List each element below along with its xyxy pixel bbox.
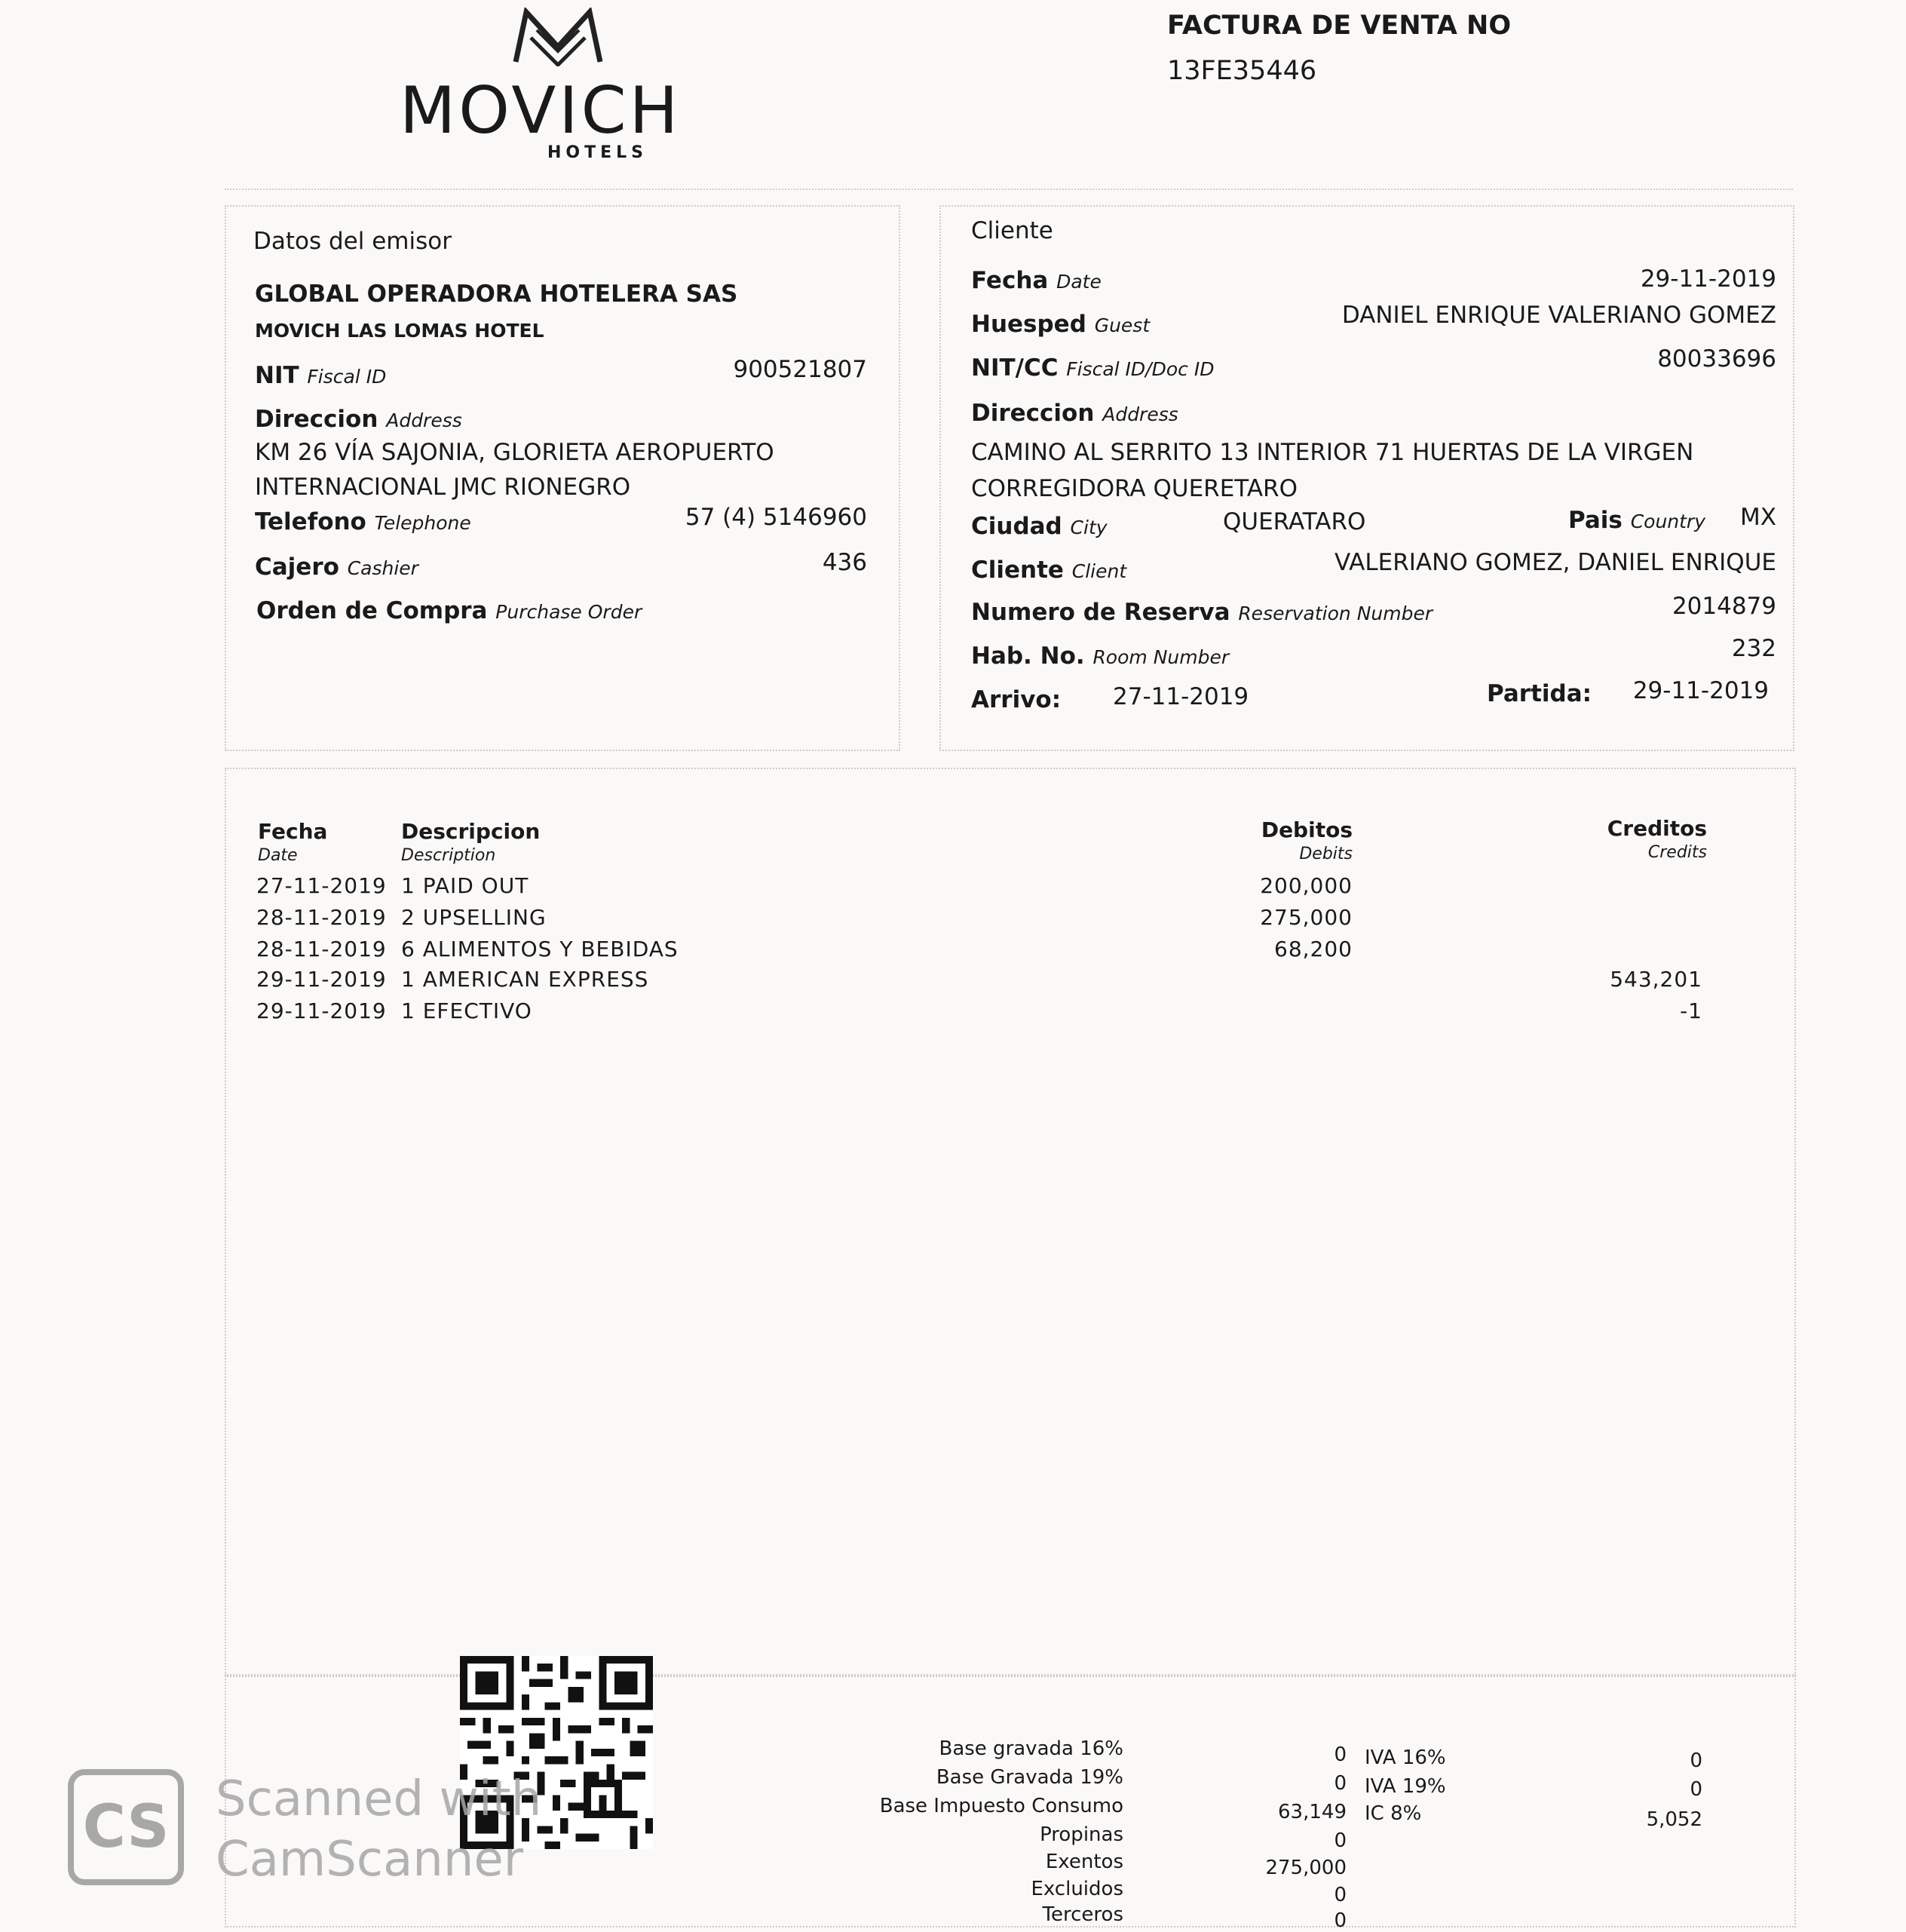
table-row-description: 1 AMERICAN EXPRESS — [401, 967, 649, 992]
total-value: 0 — [1334, 1743, 1347, 1766]
invoice-number: 13FE35446 — [1167, 56, 1317, 86]
total-label: Propinas — [1040, 1823, 1123, 1846]
client-departure-value: 29-11-2019 — [1632, 677, 1769, 704]
total-label: Terceros — [1042, 1903, 1123, 1926]
col-subheader-description: Description — [401, 846, 496, 865]
client-date-value: 29-11-2019 — [1640, 265, 1776, 293]
issuer-nit-label: NIT Fiscal ID — [255, 362, 387, 389]
client-nit-label: NIT/CC Fiscal ID/Doc ID — [971, 354, 1215, 382]
issuer-hotel: MOVICH LAS LOMAS HOTEL — [255, 320, 544, 342]
top-divider — [225, 189, 1793, 190]
table-row-description: 6 ALIMENTOS Y BEBIDAS — [401, 937, 679, 961]
issuer-cashier-label: Cajero Cashier — [255, 554, 418, 581]
client-address-label: Direccion Address — [971, 400, 1178, 427]
client-arrival-value: 27-11-2019 — [1113, 683, 1249, 710]
issuer-phone-value: 57 (4) 5146960 — [685, 504, 867, 531]
client-country-label: Pais Country — [1568, 507, 1706, 534]
client-guest-value: DANIEL ENRIQUE VALERIANO GOMEZ — [1341, 302, 1776, 329]
table-row-description: 1 EFECTIVO — [401, 998, 532, 1023]
tax-value: 0 — [1690, 1750, 1702, 1772]
total-label: Base Impuesto Consumo — [879, 1795, 1123, 1817]
total-label: Base Gravada 19% — [936, 1766, 1123, 1789]
col-header-date: Fecha — [258, 819, 328, 844]
client-room-label: Hab. No. Room Number — [971, 642, 1230, 670]
issuer-nit-value: 900521807 — [733, 356, 867, 383]
col-subheader-debits: Debits — [1299, 845, 1353, 863]
issuer-address-line1: KM 26 VÍA SAJONIA, GLORIETA AEROPUERTO — [255, 439, 774, 466]
issuer-address-label: Direccion Address — [255, 406, 462, 433]
client-reservation-value: 2014879 — [1672, 593, 1776, 620]
client-arrival-label: Arrivo: — [971, 686, 1062, 713]
client-departure-label: Partida: — [1487, 680, 1592, 707]
invoice-title: FACTURA DE VENTA NO — [1167, 11, 1512, 41]
col-subheader-date: Date — [258, 846, 298, 865]
movich-logo-mark-icon — [513, 8, 603, 66]
total-value: 0 — [1334, 1772, 1347, 1795]
client-section-title: Cliente — [971, 217, 1053, 244]
client-date-label: Fecha Date — [971, 267, 1102, 294]
table-row-credit: -1 — [1680, 998, 1702, 1023]
issuer-company: GLOBAL OPERADORA HOTELERA SAS — [255, 281, 738, 308]
table-row-debit: 275,000 — [1260, 905, 1353, 930]
client-city-value: QUERATARO — [1223, 508, 1366, 535]
total-label: Base gravada 16% — [939, 1737, 1123, 1760]
client-city-label: Ciudad City — [971, 513, 1108, 540]
tax-label: IC 8% — [1365, 1802, 1422, 1825]
issuer-address-line2: INTERNACIONAL JMC RIONEGRO — [255, 474, 631, 501]
table-row-date: 29-11-2019 — [256, 998, 387, 1023]
col-subheader-credits: Credits — [1647, 843, 1707, 862]
client-address-line1: CAMINO AL SERRITO 13 INTERIOR 71 HUERTAS DE LA VIRGEN — [971, 439, 1694, 466]
issuer-cashier-value: 436 — [822, 549, 867, 576]
total-value: 275,000 — [1265, 1857, 1347, 1879]
logo-subtitle: HOTELS — [547, 143, 648, 162]
camscanner-watermark-text: Scanned with CamScanner — [216, 1771, 542, 1888]
total-value: 0 — [1334, 1884, 1347, 1906]
client-client-value: VALERIANO GOMEZ, DANIEL ENRIQUE — [1334, 549, 1776, 576]
client-country-value: MX — [1740, 504, 1776, 531]
client-reservation-label: Numero de Reserva Reservation Number — [971, 599, 1433, 626]
table-row-date: 29-11-2019 — [256, 967, 387, 992]
table-row-description: 1 PAID OUT — [401, 873, 529, 898]
col-header-description: Descripcion — [401, 819, 541, 844]
total-label: Excluidos — [1031, 1878, 1123, 1900]
camscanner-logo-icon: CS — [68, 1769, 184, 1885]
table-row-description: 2 UPSELLING — [401, 905, 547, 930]
table-row-date: 27-11-2019 — [256, 873, 387, 898]
transactions-box — [225, 768, 1796, 1676]
table-row-debit: 200,000 — [1260, 873, 1353, 898]
table-row-date: 28-11-2019 — [256, 905, 387, 930]
issuer-section-title: Datos del emisor — [253, 228, 452, 255]
col-header-debits: Debitos — [1261, 817, 1353, 842]
total-value: 63,149 — [1278, 1801, 1347, 1823]
issuer-po-label: Orden de Compra Purchase Order — [256, 597, 642, 624]
tax-value: 0 — [1690, 1778, 1702, 1801]
client-guest-label: Huesped Guest — [971, 311, 1151, 338]
col-header-credits: Creditos — [1607, 816, 1707, 841]
client-nit-value: 80033696 — [1657, 345, 1776, 373]
issuer-phone-label: Telefono Telephone — [255, 508, 471, 535]
client-client-label: Cliente Client — [971, 557, 1127, 584]
table-row-debit: 68,200 — [1274, 937, 1353, 961]
tax-label: IVA 19% — [1365, 1775, 1446, 1798]
total-value: 0 — [1334, 1829, 1347, 1852]
table-row-date: 28-11-2019 — [256, 937, 387, 961]
tax-label: IVA 16% — [1365, 1746, 1446, 1769]
logo-wordmark: MOVICH — [400, 73, 682, 149]
tax-value: 5,052 — [1646, 1808, 1702, 1831]
table-row-credit: 543,201 — [1610, 967, 1702, 992]
total-label: Exentos — [1045, 1851, 1123, 1873]
total-value: 0 — [1334, 1909, 1347, 1932]
client-address-line2: CORREGIDORA QUERETARO — [971, 475, 1298, 502]
client-room-value: 232 — [1731, 635, 1776, 662]
